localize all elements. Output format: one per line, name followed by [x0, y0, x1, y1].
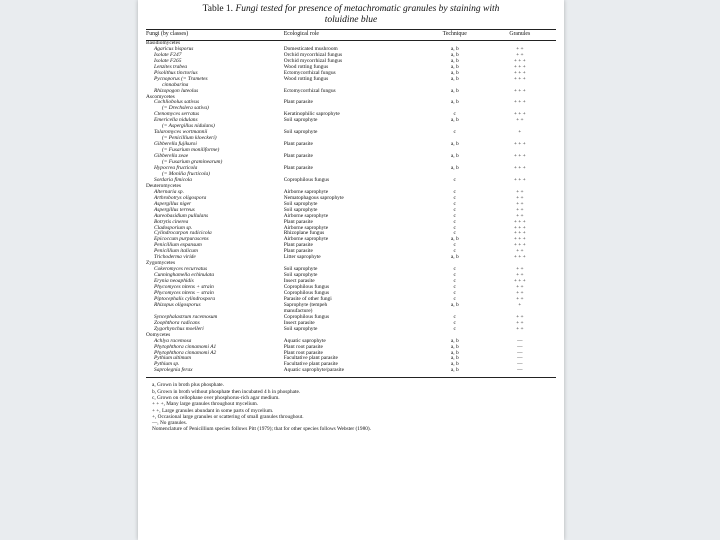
table-caption	[138, 4, 564, 26]
fungus-name-cell: Aspergillus niger	[154, 200, 192, 207]
fungus-name-cell: Botrytis cinerea	[154, 218, 189, 225]
ecological-role-cell: Orchid mycorrhizal fungus	[283, 51, 343, 58]
technique-cell: c	[453, 188, 456, 195]
technique-cell: c	[453, 289, 456, 296]
ecological-role-cell: Soil saprophyte	[283, 117, 318, 124]
ecological-role-cell: Ectomycorrhizal fungus	[283, 69, 336, 76]
ecological-role-cell: Aquatic saprophyte/parasite	[283, 367, 345, 374]
ecological-role-cell: Airborne saprophyte	[283, 224, 329, 231]
granules-cell: —	[517, 349, 523, 356]
footnote: a, Grown in broth plus phosphate.	[152, 382, 224, 389]
fungi-table	[146, 30, 556, 374]
ecological-role-cell: Plant parasite	[283, 153, 313, 160]
technique-cell: c	[453, 242, 456, 249]
granules-cell: +	[518, 129, 522, 136]
class-name: Ascomycetes	[146, 93, 175, 100]
granules-cell: + +	[516, 284, 524, 291]
table-title-line1: Fungi tested for presence of metachromatic granules by staining with	[235, 4, 500, 14]
fungus-name-cell: Pycnoporus (= Trametes	[154, 75, 208, 82]
fungus-name-cell: Gibberella zeae	[154, 153, 189, 160]
technique-cell: a, b	[450, 343, 459, 350]
fungus-name-cell: Hypocrea fructicola	[154, 164, 198, 171]
table-body	[146, 40, 556, 374]
fungus-name-cell: Aureobasidium pullulans	[154, 212, 209, 219]
granules-cell: + + +	[513, 254, 526, 261]
fungus-name-cell: (= Fusarium moniliforme)	[162, 147, 220, 154]
granules-cell: —	[517, 355, 523, 362]
granules-cell: + + +	[513, 242, 526, 249]
technique-cell: c	[453, 129, 456, 136]
fungus-name-cell: Pythium ultimum	[154, 355, 191, 362]
granules-cell: + +	[516, 212, 524, 219]
fungus-name-cell: Rhizopus oligosporus	[154, 301, 201, 308]
fungus-name-cell: Trichoderma viride	[154, 254, 196, 261]
fungus-name-cell: (= Drechslera sativa)	[162, 105, 209, 112]
technique-cell: a, b	[450, 87, 459, 94]
granules-cell: + + +	[513, 69, 526, 76]
ecological-role-cell: Airborne saprophyte	[283, 212, 329, 219]
ecological-role-cell: Airborne saprophyte	[283, 236, 329, 243]
ecological-role-cell: Coprophilous fungus	[283, 284, 330, 291]
technique-cell: c	[453, 218, 456, 225]
footnote: + +, Large granules abundant in some parts of mycelium.	[152, 407, 274, 414]
ecological-role-cell: Soil saprophyte	[283, 325, 318, 332]
granules-cell: + + +	[513, 278, 526, 285]
technique-cell: c	[453, 212, 456, 219]
technique-cell: c	[453, 278, 456, 285]
granules-cell: + +	[516, 194, 524, 201]
granules-cell: + +	[516, 248, 524, 255]
table-title-line2: toluidine blue	[324, 15, 378, 25]
technique-cell: c	[453, 319, 456, 326]
class-name: Zygomycetes	[146, 260, 176, 267]
ecological-role-cell: Soil saprophyte	[283, 206, 318, 213]
granules-cell: + +	[516, 272, 524, 279]
granules-cell: + + +	[513, 218, 526, 225]
technique-cell: a, b	[450, 57, 459, 64]
fungus-name-cell: Alternaria sp.	[154, 188, 184, 195]
ecological-role-cell: Domesticated mushroom	[283, 45, 338, 52]
technique-cell: c	[453, 284, 456, 291]
fungus-name-cell: Phytophthora cinnamomi A2	[154, 349, 217, 356]
ecological-role-cell: Wood rotting fungus	[283, 63, 329, 70]
bottom-rule	[146, 377, 556, 378]
ecological-role-cell: Orchid mycorrhizal fungus	[283, 57, 343, 64]
technique-cell: a, b	[450, 117, 459, 124]
fungus-name-cell: Cunninghamella echinulata	[154, 272, 215, 279]
fungus-name-cell: Talaromyces wortmannii	[154, 129, 208, 136]
fungus-name-cell: Cylindrocarpon radicicola	[154, 230, 212, 237]
fungus-name-cell: Syncephalastrum racemosum	[154, 313, 218, 320]
ecological-role-cell: Plant parasite	[283, 242, 313, 249]
fungus-name-cell: Phytophthora cinnamomi A1	[154, 343, 217, 350]
granules-cell: + + +	[513, 164, 526, 171]
header-row	[146, 30, 556, 40]
technique-cell: a, b	[450, 254, 459, 261]
footnotes	[152, 382, 556, 432]
granules-cell: + +	[516, 289, 524, 296]
granules-cell: + + +	[513, 57, 526, 64]
ecological-role-cell: Soil saprophyte	[283, 266, 318, 273]
fungus-name-cell: Phycomyces nitens − strain	[154, 289, 214, 296]
technique-cell: a, b	[450, 75, 459, 82]
ecological-role-cell: Wood rotting fungus	[283, 75, 329, 82]
technique-cell: a, b	[450, 337, 459, 344]
technique-cell: a, b	[450, 361, 459, 368]
ecological-role-cell: Soil saprophyte	[283, 200, 318, 207]
technique-cell: c	[453, 194, 456, 201]
technique-cell: c	[453, 266, 456, 273]
granules-cell: + + +	[513, 224, 526, 231]
technique-cell: c	[453, 272, 456, 279]
granules-cell: + + +	[513, 230, 526, 237]
ecological-role-cell: Plant parasite	[283, 141, 313, 148]
granules-cell: —	[517, 361, 523, 368]
footnote: c, Grown on cellophane over phosphorus-rich agar medium.	[152, 394, 280, 401]
granules-cell: + + +	[513, 236, 526, 243]
fungus-name-cell: Lenzites trabea	[154, 63, 188, 70]
ecological-role-cell: Coprophilous fungus	[283, 176, 330, 183]
fungus-name-cell: Zygorhynchus moelleri	[154, 325, 204, 332]
fungus-name-cell: Penicillium expansum	[154, 242, 202, 249]
granules-cell: + + +	[513, 63, 526, 70]
ecological-role-cell: Keratinophilic saprophyte	[283, 111, 340, 118]
ecological-role-cell: Plant parasite	[283, 99, 313, 106]
fungus-name-cell: Gibberella fujikuroi	[154, 141, 197, 148]
ecological-role-cell: Soil saprophyte	[283, 272, 318, 279]
fungus-name-cell: (= Fusarium graminearum)	[162, 159, 223, 166]
fungus-name-cell: Cokeromyces recurvatus	[154, 266, 208, 273]
ecological-role-cell: Saprophyte (tempeh	[283, 301, 328, 308]
fungus-name-cell: Isolate F265	[154, 57, 182, 64]
technique-cell: a, b	[450, 301, 459, 308]
fungus-name-cell: Phycomyces nitens + strain	[154, 284, 214, 291]
granules-cell: + + +	[513, 75, 526, 82]
technique-cell: c	[453, 200, 456, 207]
technique-cell: c	[453, 230, 456, 237]
technique-cell: a, b	[450, 141, 459, 148]
ecological-role-cell: Plant parasite	[283, 218, 313, 225]
fungus-name-cell: Piptocephalis cylindrospora	[154, 295, 216, 302]
header-granules: Granules	[484, 30, 556, 40]
ecological-role-cell: Soil saprophyte	[283, 129, 318, 136]
granules-cell: +	[518, 301, 522, 308]
fungus-name-cell: (= Aspergillus nidulans)	[162, 123, 215, 130]
fungus-name-cell: Sordaria fimicola	[154, 176, 192, 183]
ecological-role-cell: Plant parasite	[283, 164, 313, 171]
technique-cell: c	[453, 176, 456, 183]
technique-cell: a, b	[450, 45, 459, 52]
ecological-role-cell: Aquatic saprophyte	[283, 337, 326, 344]
fungus-name-cell: (= Penicillium kloeckeri)	[162, 135, 217, 142]
granules-cell: + +	[516, 45, 524, 52]
granules-cell: + +	[516, 313, 524, 320]
class-name: Basidiomycetes	[146, 39, 181, 46]
fungus-name-cell: cinnabarina	[162, 81, 189, 88]
technique-cell: a, b	[450, 236, 459, 243]
technique-cell: a, b	[450, 63, 459, 70]
ecological-role-cell: Airborne saprophyte	[283, 188, 329, 195]
technique-cell: a, b	[450, 349, 459, 356]
footnote: b, Grown in broth without phosphate then incubated 4 h in phosphate.	[152, 388, 301, 395]
header-fungi: Fungi (by classes)	[146, 30, 284, 40]
technique-cell: a, b	[450, 367, 459, 374]
fungus-name-cell: Penicillium italicum	[154, 248, 198, 255]
granules-cell: + +	[516, 188, 524, 195]
technique-cell: a, b	[450, 99, 459, 106]
table-row	[146, 368, 556, 374]
fungus-name-cell: (= Monilia fructicola)	[162, 170, 210, 177]
ecological-role-cell: Facultative plant parasite	[283, 355, 338, 362]
technique-cell: c	[453, 248, 456, 255]
granules-cell: —	[517, 367, 523, 374]
footnote: Nomenclature of Penicillium species follows Pitt (1979); that for other species follows Webster (1980).	[152, 426, 371, 433]
ecological-role-cell: Parasite of other fungi	[283, 295, 332, 302]
ecological-role-cell: Litter saprophyte	[283, 254, 321, 261]
granules-cell: + +	[516, 266, 524, 273]
granules-cell: —	[517, 343, 523, 350]
granules-cell: + +	[516, 51, 524, 58]
table-label: Table 1.	[202, 4, 234, 14]
ecological-role-cell: Facultative plant parasite	[283, 361, 338, 368]
fungus-name-cell: Rhizopogon luteolus	[154, 87, 199, 94]
class-name: Oomycetes	[146, 331, 171, 338]
fungus-name-cell: Achlya racemosa	[154, 337, 192, 344]
fungus-name-cell: Isolate F247	[154, 51, 182, 58]
header-technique: Technique	[426, 30, 484, 40]
technique-cell: a, b	[450, 355, 459, 362]
ecological-role-cell: Plant parasite	[283, 248, 313, 255]
fungus-name-cell: Epicoccum purpurascens	[154, 236, 209, 243]
technique-cell: a, b	[450, 164, 459, 171]
granules-cell: + +	[516, 206, 524, 213]
fungus-name-cell: Zoophthora radicans	[154, 319, 200, 326]
technique-cell: c	[453, 111, 456, 118]
technique-cell: c	[453, 224, 456, 231]
ecological-role-cell: Plant root parasite	[283, 343, 323, 350]
footnote: +, Occasional large granules or scattering of small granules throughout.	[152, 413, 304, 420]
technique-cell: a, b	[450, 153, 459, 160]
granules-cell: + + +	[513, 87, 526, 94]
fungus-name-cell: Cladosporium sp.	[154, 224, 193, 231]
granules-cell: + +	[516, 117, 524, 124]
footnote: + + +, Many large granules throughout mycelium.	[152, 401, 259, 408]
footnote: —, No granules.	[152, 420, 188, 427]
fungus-name-cell: Agaricus bisporus	[154, 45, 194, 52]
granules-cell: + +	[516, 200, 524, 207]
class-name: Deuteromycetes	[146, 182, 182, 189]
technique-cell: c	[453, 206, 456, 213]
ecological-role-cell: Nematophagous saprophyte	[283, 194, 344, 201]
header-ecological-role: Ecological role	[284, 30, 426, 40]
fungus-name-cell: Emericella nidulans	[154, 117, 198, 124]
ecological-role-cell: Rhizoplane fungus	[283, 230, 325, 237]
granules-cell: + + +	[513, 141, 526, 148]
fungus-name-cell: Saprolegnia ferax	[154, 367, 193, 374]
ecological-role-cell: Coprophilous fungus	[283, 313, 330, 320]
technique-cell: a, b	[450, 69, 459, 76]
ecological-role-cell: Ectomycorrhizal fungus	[283, 87, 336, 94]
granules-cell: + + +	[513, 99, 526, 106]
ecological-role-cell: Coprophilous fungus	[283, 289, 330, 296]
granules-cell: + +	[516, 319, 524, 326]
granules-cell: + + +	[513, 111, 526, 118]
fungus-name-cell: Cochliobolus sativus	[154, 99, 200, 106]
granules-cell: + + +	[513, 176, 526, 183]
technique-cell: c	[453, 295, 456, 302]
ecological-role-cell: Plant root parasite	[283, 349, 323, 356]
fungus-name-cell: Arthrobotrys oligospora	[154, 194, 207, 201]
fungus-name-cell: Erynia neoaphidis	[154, 278, 194, 285]
granules-cell: + +	[516, 295, 524, 302]
fungus-name-cell: Ctenomyces serratus	[154, 111, 200, 118]
ecological-role-cell: Insect parasite	[283, 319, 315, 326]
granules-cell: + +	[516, 325, 524, 332]
ecological-role-cell: manufacture)	[283, 307, 313, 314]
fungus-name-cell: Aspergillus terreus	[154, 206, 195, 213]
fungus-name-cell: Pythium sp.	[154, 361, 180, 368]
fungus-name-cell: Pisolithus tinctorius	[154, 69, 198, 76]
granules-cell: + + +	[513, 153, 526, 160]
technique-cell: a, b	[450, 51, 459, 58]
technique-cell: c	[453, 313, 456, 320]
ecological-role-cell: Insect parasite	[283, 278, 315, 285]
technique-cell: c	[453, 325, 456, 332]
document-page	[138, 0, 564, 540]
granules-cell: —	[517, 337, 523, 344]
